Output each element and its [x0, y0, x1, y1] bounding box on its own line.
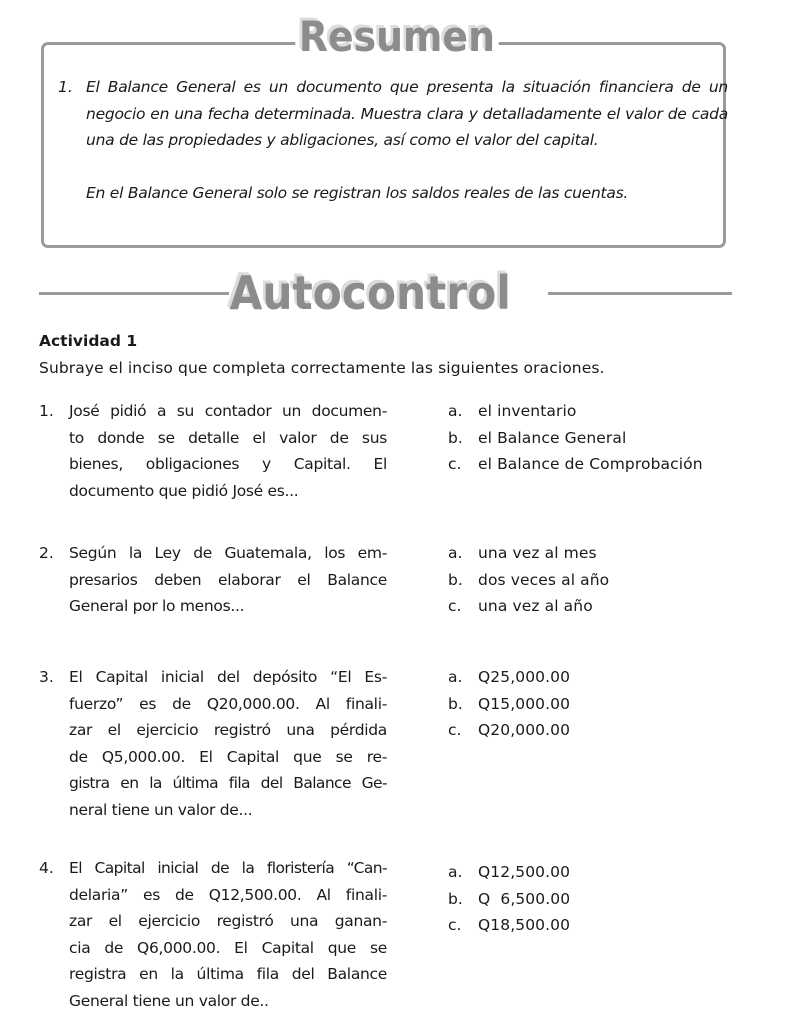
- option-letter: b.: [448, 570, 463, 589]
- question-options: [448, 664, 768, 744]
- resumen-heading: Resumen: [295, 16, 498, 58]
- option-a[interactable]: [448, 540, 768, 567]
- option-letter: c.: [448, 916, 462, 934]
- question-line: fuerzo” es de Q20,000.00. Al finali-: [69, 694, 387, 713]
- question-line: cia de Q6,000.00. El Capital que se: [69, 938, 387, 957]
- option-c[interactable]: [448, 912, 768, 939]
- question-line: General por lo menos...: [69, 597, 245, 615]
- question-line: registra en la última fila del Balance: [69, 965, 387, 983]
- question-text: [69, 664, 387, 823]
- question-line: delaria” es de Q12,500.00. Al finali-: [69, 885, 387, 904]
- option-text[interactable]: Q25,000.00: [478, 668, 571, 686]
- option-text[interactable]: una vez al mes: [478, 544, 597, 562]
- question-line: General tiene un valor de..: [69, 991, 269, 1010]
- question-text: [69, 398, 387, 504]
- resumen-item-number: 1.: [58, 78, 73, 96]
- resumen-note: En el Balance General solo se registran los saldos reales de las cuentas.: [86, 183, 629, 202]
- question-line: zar el ejercicio registró una pérdida: [69, 721, 387, 739]
- resumen-content: [58, 74, 728, 206]
- autocontrol-heading: Autocontrol: [229, 266, 511, 320]
- question-line: to donde se detalle el valor de sus: [69, 428, 387, 447]
- question-options: [448, 398, 768, 478]
- option-b[interactable]: [448, 425, 768, 452]
- option-b[interactable]: [448, 691, 768, 718]
- resumen-heading-wrap: [0, 12, 793, 61]
- question-number: 2.: [39, 544, 54, 562]
- option-text[interactable]: Q12,500.00: [478, 863, 571, 881]
- option-text[interactable]: Q18,500.00: [478, 916, 571, 934]
- question-line: presarios deben elaborar el Balance: [69, 570, 387, 589]
- heading-rule-left: [39, 292, 229, 295]
- question-text: [69, 540, 387, 620]
- option-letter: c.: [448, 455, 462, 473]
- question-line: gistra en la última fila del Balance Ge-: [69, 774, 387, 792]
- question-options: [448, 540, 768, 620]
- option-letter: c.: [448, 721, 462, 739]
- option-text[interactable]: una vez al año: [478, 597, 593, 615]
- question-line: El Capital inicial del depósito “El Es-: [69, 668, 387, 686]
- option-letter: b.: [448, 428, 463, 447]
- question-line: de Q5,000.00. El Capital que se re-: [69, 747, 387, 766]
- question-line: neral tiene un valor de...: [69, 800, 253, 819]
- question-line: Según la Ley de Guatemala, los em-: [69, 544, 387, 562]
- option-b[interactable]: [448, 567, 768, 594]
- option-text[interactable]: Q 6,500.00: [478, 889, 571, 908]
- option-c[interactable]: [448, 593, 768, 620]
- option-letter: a.: [448, 402, 463, 420]
- resumen-item: [58, 74, 728, 154]
- option-text[interactable]: dos veces al año: [478, 570, 610, 589]
- option-letter: b.: [448, 889, 463, 908]
- activity-title: Actividad 1: [39, 332, 138, 350]
- question-number: 4.: [39, 859, 54, 877]
- option-c[interactable]: [448, 717, 768, 744]
- option-b[interactable]: [448, 886, 768, 913]
- question-text: [69, 855, 387, 1014]
- option-a[interactable]: [448, 859, 768, 886]
- option-a[interactable]: [448, 398, 768, 425]
- question-number: 1.: [39, 402, 54, 420]
- option-text[interactable]: el Balance de Comprobación: [478, 455, 703, 473]
- heading-rule-right: [548, 292, 732, 295]
- option-letter: c.: [448, 597, 462, 615]
- resumen-item-text: El Balance General es un documento que presenta la situación financiera de un negocio en una fecha determinada. Muestra clara y detalladamente el valor de cada una de las propiedades y abligaciones, así como el valor del capital.: [86, 78, 728, 149]
- question-line: bienes, obligaciones y Capital. El: [69, 455, 387, 473]
- option-text[interactable]: Q20,000.00: [478, 721, 571, 739]
- option-letter: a.: [448, 863, 463, 881]
- option-a[interactable]: [448, 664, 768, 691]
- question-number: 3.: [39, 668, 54, 686]
- option-letter: a.: [448, 544, 463, 562]
- option-text[interactable]: Q15,000.00: [478, 694, 571, 713]
- activity-instruction: Subraye el inciso que completa correctamente las siguientes oraciones.: [39, 359, 605, 377]
- question-line: José pidió a su contador un documen-: [69, 402, 387, 420]
- question-line: zar el ejercicio registró una ganan-: [69, 912, 387, 930]
- question-options: [448, 859, 768, 939]
- option-text[interactable]: el Balance General: [478, 428, 627, 447]
- option-c[interactable]: [448, 451, 768, 478]
- question-line: documento que pidió José es...: [69, 481, 299, 500]
- question-line: El Capital inicial de la floristería “Can-: [69, 859, 387, 877]
- option-letter: a.: [448, 668, 463, 686]
- option-letter: b.: [448, 694, 463, 713]
- option-text[interactable]: el inventario: [478, 402, 577, 420]
